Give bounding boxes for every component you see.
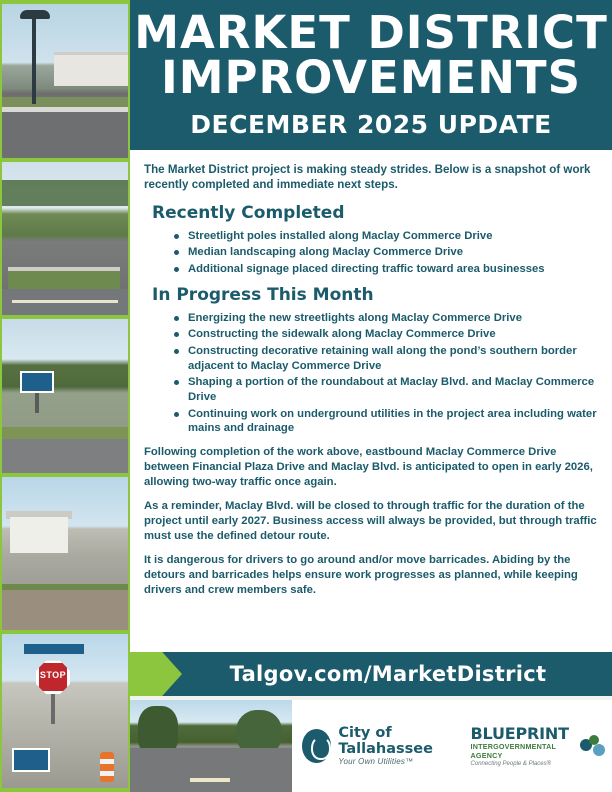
roadway-photo xyxy=(130,700,292,792)
page-subtitle: DECEMBER 2025 UPDATE xyxy=(190,109,552,139)
website-url[interactable]: Talgov.com/MarketDistrict xyxy=(229,662,547,686)
treeline-shape xyxy=(2,180,128,206)
header-banner xyxy=(130,0,612,150)
photo-rail xyxy=(0,0,130,792)
overhead-banner-shape xyxy=(24,644,84,654)
blueprint-logo xyxy=(470,723,602,767)
area-business-signage-photo xyxy=(2,319,128,473)
directional-sign-icon xyxy=(20,371,54,393)
streetlight-head-icon xyxy=(20,10,50,19)
body-content xyxy=(130,150,612,650)
page-title-line1: MARKET DISTRICT xyxy=(134,6,608,60)
city-logo-name: City of Tallahassee xyxy=(338,725,433,757)
section-heading-in-progress: In Progress This Month xyxy=(152,284,374,305)
building-shape xyxy=(10,517,68,553)
list-item: Constructing decorative retaining wall along the pond’s southern border adjacent to Maclay Commerce Drive xyxy=(174,344,598,373)
sign-post-shape xyxy=(51,694,55,724)
paragraph-closure-reminder: As a reminder, Maclay Blvd. will be closed to through traffic for the duration of the project until early 2027. Business access will always be provided, but through traffic must use the defined detour route. xyxy=(144,500,597,543)
paragraph-safety-notice: It is dangerous for drivers to go around and/or move barricades. Abiding by the detours and barricades helps ensure work progresses as planned, while keeping drivers and crew members safe. xyxy=(144,554,578,597)
lane-stripe xyxy=(190,778,230,782)
median-landscaping-photo xyxy=(2,162,128,316)
median-shape xyxy=(8,267,120,289)
traffic-barrel-icon xyxy=(100,752,114,782)
streetlight-pole-photo xyxy=(2,4,128,158)
section-heading-recently-completed: Recently Completed xyxy=(152,202,345,223)
list-item: Constructing the sidewalk along Maclay Commerce Drive xyxy=(174,327,598,342)
dirt-shape xyxy=(2,590,128,630)
road-shape xyxy=(2,112,128,158)
building-shape xyxy=(54,52,128,86)
business-sign-icon xyxy=(12,748,50,772)
list-item: Streetlight poles installed along Maclay Commerce Drive xyxy=(174,229,598,244)
list-item: Additional signage placed directing traffic toward area businesses xyxy=(174,262,598,277)
road-shape xyxy=(130,748,292,792)
logo-panel xyxy=(292,700,612,792)
tree-shape xyxy=(138,706,178,754)
lane-stripe xyxy=(12,300,118,303)
stop-sign-label: STOP xyxy=(39,670,67,681)
blueprint-dots-icon xyxy=(580,735,602,757)
blueprint-logo-tagline: Connecting People & Places® xyxy=(470,760,552,767)
streetlight-pole-icon xyxy=(32,12,36,104)
page-title-line2: IMPROVEMENTS xyxy=(160,50,582,104)
list-item: Median landscaping along Maclay Commerce Drive xyxy=(174,245,598,260)
footer xyxy=(130,696,612,792)
city-logo-tagline: Your Own Utilities™ xyxy=(338,756,414,766)
city-of-tallahassee-logo xyxy=(302,726,471,765)
list-item: Energizing the new streetlights along Maclay Commerce Drive xyxy=(174,311,598,326)
paragraph-eastbound-opening: Following completion of the work above, eastbound Maclay Commerce Drive between Financial Plaza Drive and Maclay Blvd. is anticipated to open in early 2026, allowing two-way traffic once again. xyxy=(144,445,593,489)
recently-completed-list xyxy=(174,229,598,277)
website-banner[interactable] xyxy=(130,652,612,696)
grass-strip xyxy=(2,97,128,107)
sign-post-shape xyxy=(35,393,39,413)
green-arrow-icon xyxy=(130,652,182,696)
in-progress-list xyxy=(174,311,598,436)
blueprint-logo-name: BLUEPRINT xyxy=(470,723,569,743)
construction-site-photo xyxy=(2,477,128,631)
list-item: Continuing work on underground utilities in the project area including water mains and drainage xyxy=(174,407,598,436)
road-shape xyxy=(2,439,128,473)
intro-paragraph: The Market District project is making steady strides. Below is a snapshot of work recently completed and immediate next steps. xyxy=(144,163,591,192)
stop-sign-detour-photo xyxy=(2,634,128,788)
blueprint-logo-sub: INTERGOVERNMENTAL AGENCY xyxy=(470,741,556,760)
list-item: Shaping a portion of the roundabout at Maclay Blvd. and Maclay Commerce Drive xyxy=(174,375,598,404)
city-seal-icon xyxy=(302,729,331,763)
